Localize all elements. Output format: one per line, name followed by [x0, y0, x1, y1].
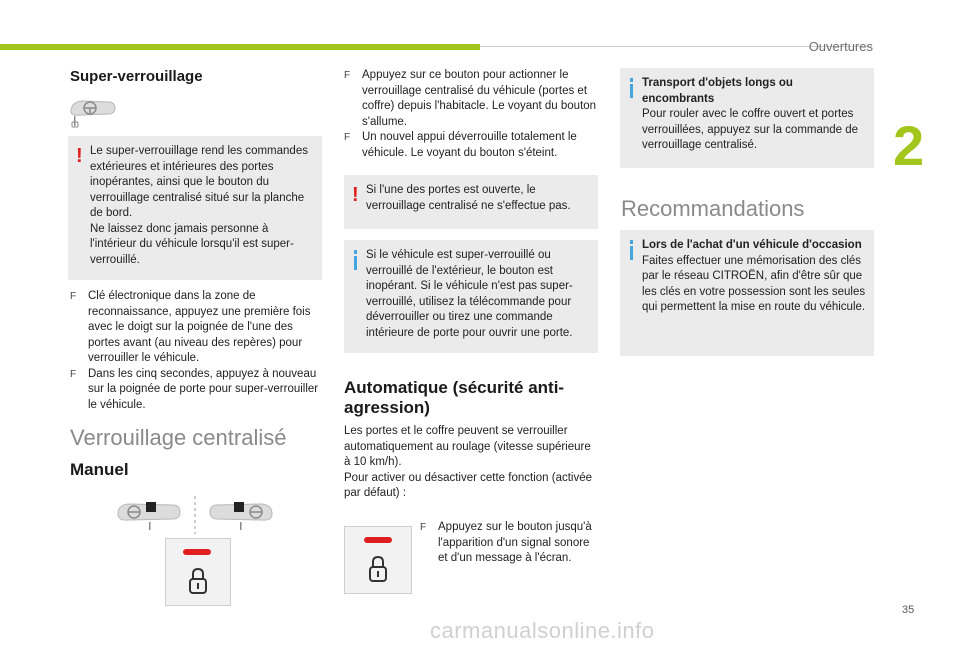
recommendations-title: Recommandations [621, 196, 805, 221]
info-icon [630, 78, 633, 98]
header-accent-bar [0, 44, 480, 50]
super-lock-info-text: Si le véhicule est super-verrouillé ou verrouillé de l'extérieur, le bouton est inopérant. Si le véhicule n'est pas super-verrouillé, utilisez la télécommande pour déverrouiller ou tirez une commande intérieure de porte pour ouvrir une porte. [366, 249, 573, 339]
list-item: F Appuyez sur le bouton jusqu'à l'apparition d'un signal sonore et d'un message à l'écran. [420, 521, 592, 564]
long-objects-info-box [620, 68, 874, 168]
bullet-mark: F [70, 291, 77, 302]
automatic-title: Automatique (sécurité anti-agression) [344, 378, 565, 417]
info-icon [630, 240, 633, 260]
list-item: F Appuyez sur ce bouton pour actionner le verrouillage centralisé du véhicule (portes et coffre) depuis l'habitacle. Le voyant du bouton s'allume. [344, 69, 597, 128]
bullet-mark: F [344, 132, 351, 143]
central-locking-title: Verrouillage centralisé [70, 425, 287, 450]
used-vehicle-info-text: Faites effectuer une mémorisation des clés par le réseau CITROËN, afin d'être sûr que les clés en votre possession sont les seules qui permettent la mise en route du véhicule. [642, 254, 866, 313]
bullet-mark: F [70, 368, 77, 380]
long-objects-info-text: Pour rouler avec le coffre ouvert et portes verrouillées, appuyez sur la commande de verrouillage centralisé. [642, 108, 859, 151]
watermark: carmanualsonline.info [430, 618, 655, 643]
door-handle-icon [68, 96, 118, 130]
padlock-icon [368, 555, 388, 583]
central-lock-button-illustration [165, 538, 231, 606]
automatic-step [420, 520, 602, 567]
list-item: F Un nouvel appui déverrouille totalement le véhicule. Le voyant du bouton s'éteint. [344, 131, 577, 159]
chapter-number: 2 [893, 114, 925, 177]
door-handles-icon [116, 496, 274, 534]
manual-steps [344, 68, 598, 161]
list-item: F Clé électronique dans la zone de reconnaissance, appuyez une première fois avec le doigt sur la poignée de l'une des portes avant (au niveau des repères) pour verrouiller le véhicule. [70, 290, 311, 364]
long-objects-info-title: Transport d'objets longs ou encombrants [642, 77, 793, 105]
padlock-icon [188, 567, 208, 595]
open-door-warning-text: Si l'une des portes est ouverte, le verrouillage centralisé ne s'effectue pas. [366, 184, 571, 212]
used-vehicle-info-box [620, 230, 874, 356]
manual-subtitle: Manuel [70, 460, 129, 479]
lock-indicator-led [364, 537, 392, 543]
super-lock-warning-box [68, 136, 322, 280]
page-number: 35 [902, 604, 915, 616]
automatic-text: Les portes et le coffre peuvent se verrouiller automatiquement au roulage (vitesse supérieure à 10 km/h). Pour activer ou désactiver cette fonction (activée par défaut) : [344, 425, 593, 499]
warning-icon: ! [76, 145, 83, 167]
bullet-mark: F [420, 522, 427, 533]
super-lock-info-box [344, 240, 598, 353]
section-name: Ouvertures [808, 39, 873, 54]
warning-icon: ! [352, 184, 359, 206]
lock-indicator-led [183, 549, 211, 555]
info-icon [354, 250, 357, 270]
auto-lock-button-illustration [344, 526, 412, 594]
bullet-mark: F [344, 70, 351, 81]
list-item: F Dans les cinq secondes, appuyez à nouveau sur la poignée de porte pour super-verrouiller le véhicule. [70, 367, 319, 411]
super-lock-title: Super-verrouillage [70, 68, 203, 85]
open-door-warning-box [344, 175, 598, 229]
super-lock-steps [70, 289, 324, 413]
super-lock-warning-text: Le super-verrouillage rend les commandes extérieures et intérieures des portes inopérantes, ainsi que le bouton du verrouillage centralisé situé sur la planche de bord. Ne laissez donc jamais personne à l'intérieur du véhicule lorsqu'il est super-verrouillé. [90, 145, 308, 266]
used-vehicle-info-title: Lors de l'achat d'un véhicule d'occasion [642, 239, 862, 251]
